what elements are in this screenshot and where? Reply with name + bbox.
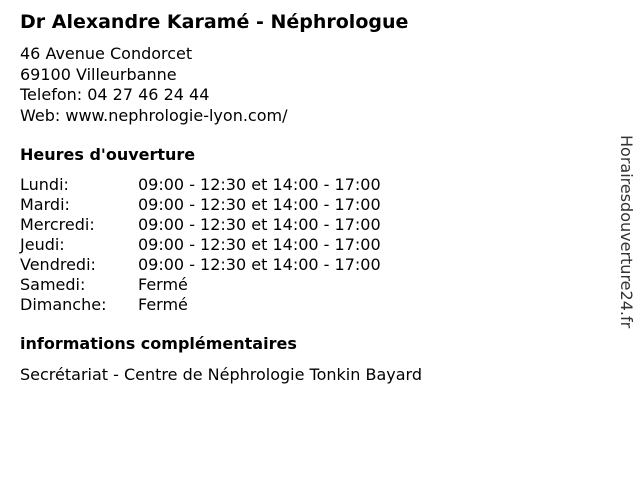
day-label: Lundi: bbox=[20, 175, 69, 194]
time-value: 09:00 - 12:30 et 14:00 - 17:00 bbox=[138, 255, 381, 274]
phone-number: Telefon: 04 27 46 24 44 bbox=[20, 85, 210, 104]
day-label: Samedi: bbox=[20, 275, 86, 294]
time-value: 09:00 - 12:30 et 14:00 - 17:00 bbox=[138, 235, 381, 254]
opening-hours-heading: Heures d'ouverture bbox=[20, 145, 196, 164]
city-address: 69100 Villeurbanne bbox=[20, 64, 177, 84]
address-block bbox=[20, 44, 287, 126]
day-label: Vendredi: bbox=[20, 255, 96, 274]
day-label: Jeudi: bbox=[20, 235, 65, 254]
additional-info-heading: informations complémentaires bbox=[20, 334, 297, 353]
watermark-text: Horairesdouverture24.fr bbox=[617, 135, 636, 329]
additional-info-text: Secrétariat - Centre de Néphrologie Tonkin Bayard bbox=[20, 365, 422, 384]
website: Web: www.nephrologie-lyon.com/ bbox=[20, 105, 288, 125]
day-label: Mercredi: bbox=[20, 215, 95, 234]
time-value: 09:00 - 12:30 et 14:00 - 17:00 bbox=[138, 215, 381, 234]
time-value: 09:00 - 12:30 et 14:00 - 17:00 bbox=[138, 175, 381, 194]
day-label: Dimanche: bbox=[20, 295, 107, 314]
street-address: 46 Avenue Condorcet bbox=[20, 44, 193, 63]
time-value: Fermé bbox=[138, 295, 188, 314]
time-value: 09:00 - 12:30 et 14:00 - 17:00 bbox=[138, 195, 381, 214]
page-title: Dr Alexandre Karamé - Néphrologue bbox=[20, 11, 409, 33]
day-label: Mardi: bbox=[20, 195, 70, 214]
time-value: Fermé bbox=[138, 275, 188, 294]
watermark bbox=[612, 135, 636, 345]
